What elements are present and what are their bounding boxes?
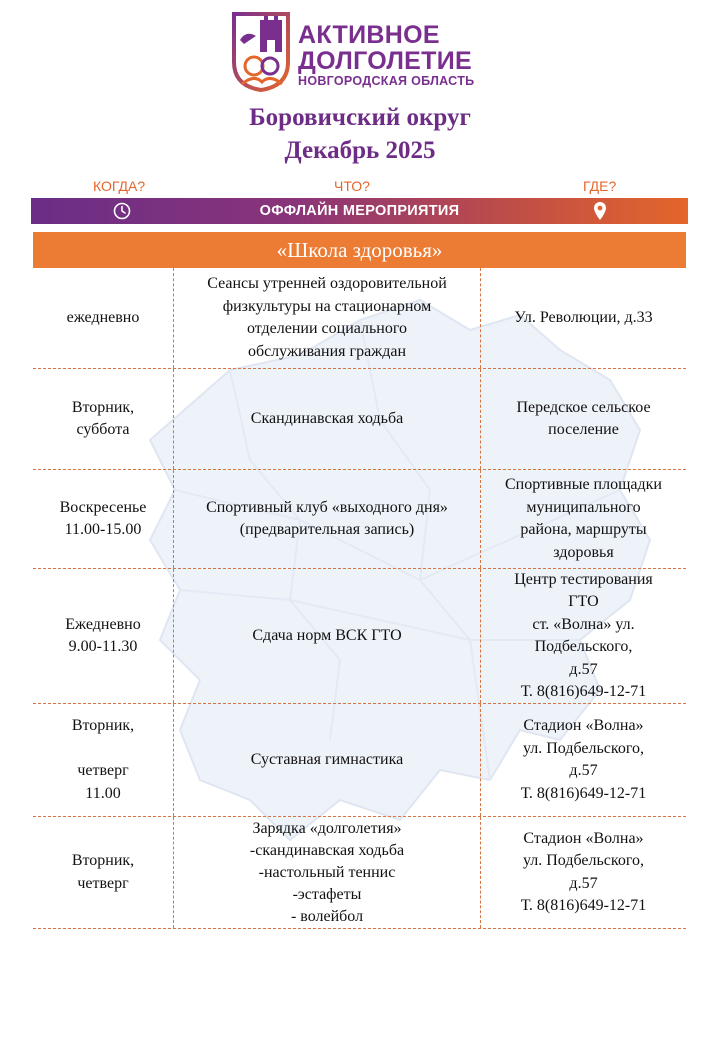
cell-line: Ул. Революции, д.33 (514, 308, 653, 326)
what-cell (173, 369, 481, 469)
when-cell (33, 704, 173, 816)
cell-line: четверг (77, 874, 129, 892)
district-title: Боровичский округ (249, 104, 471, 131)
cell-line: Передское сельское (516, 398, 651, 416)
cell-line: д.57 (569, 660, 598, 678)
what-cell (173, 569, 481, 703)
cell-line: Вторник, (71, 717, 135, 734)
cell-line: Т. 8(816)649-12-71 (520, 683, 647, 700)
column-header-when: КОГДА? (93, 178, 146, 194)
what-cell (173, 470, 481, 568)
cell-line: физкультуры на стационарном (222, 297, 432, 315)
offline-events-band (31, 198, 688, 224)
cell-line: д.57 (569, 762, 598, 779)
where-cell (481, 470, 686, 568)
table-row (33, 569, 686, 704)
cell-line: -скандинавская ходьба (249, 841, 405, 859)
cell-line: суббота (76, 421, 130, 438)
events-table (33, 268, 686, 929)
cell-line: Подбельского, (534, 638, 633, 655)
where-cell (481, 268, 686, 368)
cell-line: ежедневно (66, 308, 140, 326)
cell-line: Центр тестирования (514, 570, 653, 588)
cell-line: Сдача норм ВСК ГТО (252, 626, 402, 644)
what-cell (173, 268, 481, 368)
what-cell (173, 817, 481, 928)
table-row (33, 369, 686, 470)
cell-line: отделении социального (246, 320, 408, 337)
what-cell (173, 704, 481, 816)
cell-line: ул. Подбельского, (522, 852, 645, 869)
cell-line: -настольный теннис (258, 863, 396, 881)
section-title: «Школа здоровья» (33, 232, 686, 268)
cell-line: Сеансы утренней оздоровительной (207, 275, 447, 292)
cell-line: Стадион «Волна» (523, 717, 644, 734)
table-row (33, 704, 686, 817)
when-cell (33, 268, 173, 368)
cell-line: района, маршруты (520, 521, 647, 538)
cell-line: здоровья (553, 543, 614, 561)
cell-line (72, 738, 134, 761)
cell-line: 9.00-11.30 (68, 638, 138, 655)
period-title: Декабрь 2025 (284, 137, 436, 164)
logo-subtitle: НОВГОРОДСКАЯ ОБЛАСТЬ (298, 74, 475, 88)
logo-emblem-icon (230, 10, 292, 92)
table-row (33, 268, 686, 369)
cell-line: Спортивные площадки (505, 476, 662, 493)
when-cell (33, 569, 173, 703)
cell-line: Ежедневно (65, 615, 141, 633)
cell-line: Суставная гимнастика (250, 750, 404, 768)
cell-line: Т. 8(816)649-12-71 (520, 897, 647, 914)
when-cell (33, 817, 173, 928)
cell-line: д.57 (569, 874, 598, 892)
cell-line: муниципального (526, 498, 641, 516)
where-cell (481, 569, 686, 703)
table-row (33, 470, 686, 569)
where-cell (481, 817, 686, 928)
cell-line: обслуживания граждан (247, 342, 407, 360)
when-cell (33, 369, 173, 469)
cell-line: Зарядка «долголетия» (252, 819, 402, 837)
cell-line: ст. «Волна» ул. (532, 615, 635, 633)
logo-title-line1: АКТИВНОЕ (298, 21, 440, 49)
logo (230, 10, 500, 94)
band-label: ОФФЛАЙН МЕРОПРИЯТИЯ (259, 203, 460, 219)
table-row (33, 817, 686, 929)
cell-line: Вторник, (71, 852, 135, 869)
column-header-where: ГДЕ? (583, 178, 617, 194)
logo-title-line2: ДОЛГОЛЕТИЕ (298, 47, 472, 75)
cell-line: поселение (548, 421, 619, 438)
location-pin-icon (593, 201, 607, 221)
cell-line: Спортивный клуб «выходного дня» (206, 498, 448, 516)
cell-line: четверг (77, 762, 129, 779)
column-header-what: ЧТО? (334, 178, 370, 194)
cell-line: ГТО (568, 593, 599, 610)
cell-line: Скандинавская ходьба (250, 409, 404, 427)
cell-line: Стадион «Волна» (523, 829, 644, 847)
cell-line: Воскресенье (59, 498, 147, 516)
cell-line: Т. 8(816)649-12-71 (520, 784, 647, 802)
cell-line: (предварительная запись) (239, 521, 415, 538)
where-cell (481, 369, 686, 469)
cell-line: -эстафеты (292, 885, 362, 903)
cell-line: Вторник, (71, 398, 135, 416)
cell-line: 11.00 (85, 784, 121, 802)
when-cell (33, 470, 173, 568)
cell-line: ул. Подбельского, (522, 739, 645, 757)
where-cell (481, 704, 686, 816)
cell-line: 11.00-15.00 (64, 521, 142, 538)
cell-line: - волейбол (290, 907, 364, 925)
